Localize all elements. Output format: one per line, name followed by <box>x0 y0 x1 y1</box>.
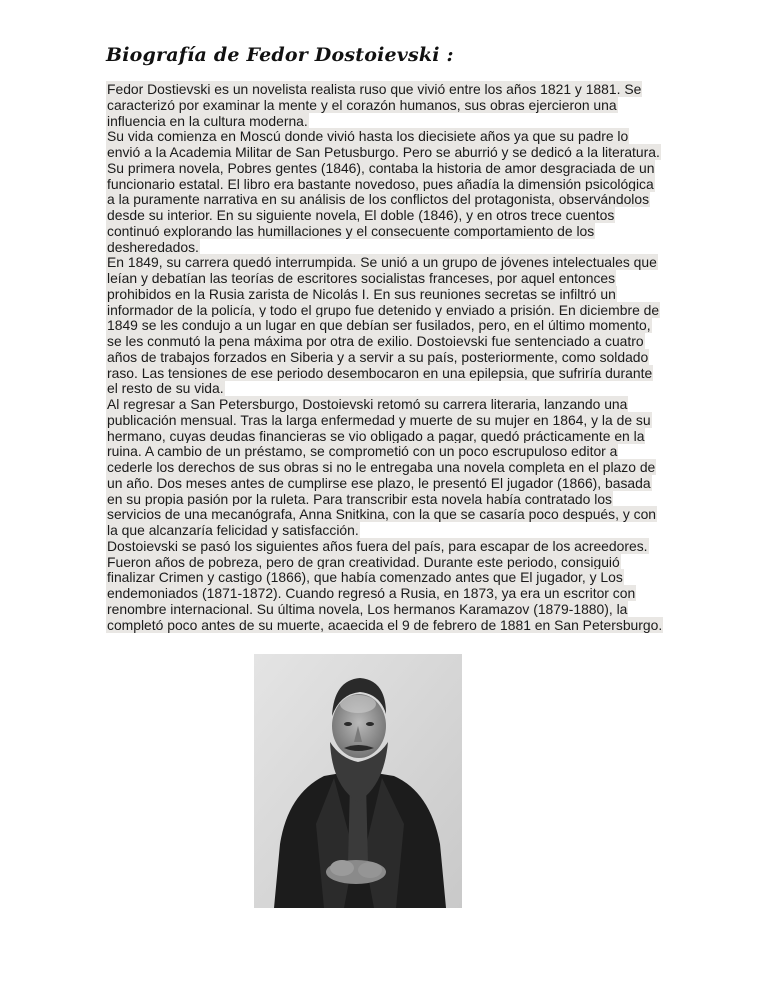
text-line-content: Su primera novela, Pobres gentes (1846), contaba la historia de amor desgraciada de un <box>107 159 655 176</box>
text-line-content: continuó explorando las humillaciones y el consecuente comportamiento de los <box>107 222 595 239</box>
text-line <box>106 271 662 287</box>
text-line-content: en su propia pasión por la ruleta. Para transcribir esta novela había contratado los <box>107 490 612 507</box>
text-line-content: publicación mensual. Tras la larga enfermedad y muerte de su mujer en 1864, y la de su <box>107 411 651 428</box>
text-line <box>106 303 662 319</box>
text-line-content: funcionario estatal. El libro era bastante novedoso, pues añadía la dimensión psicológica <box>107 175 654 192</box>
text-line <box>106 618 662 634</box>
text-line-content: años de trabajos forzados en Siberia y a servir a su país, posteriormente, como soldado <box>107 348 649 365</box>
text-line-content: informador de la policía, y todo el grupo fue detenido y enviado a prisión. En diciembre de <box>107 301 660 318</box>
text-line <box>106 192 662 208</box>
text-line-content: desde su interior. En su siguiente novela, El doble (1846), y en otros trece cuentos <box>107 207 615 223</box>
text-line <box>106 476 662 492</box>
portrait-photo <box>254 654 462 908</box>
text-line <box>106 224 662 240</box>
text-line-content: influencia en la cultura moderna. <box>107 112 308 129</box>
text-line <box>106 570 662 586</box>
text-line <box>106 444 662 460</box>
text-line-content: hermano, cuyas deudas financieras se vio obligado a pagar, quedó prácticamente en la <box>107 427 645 444</box>
biography-text <box>106 82 662 633</box>
portrait-image <box>254 654 462 908</box>
text-line <box>106 523 662 539</box>
text-line-content: servicios de una mecanógrafa, Anna Snitkina, con la que se casaría poco después, y con <box>107 506 657 523</box>
text-line <box>106 208 662 224</box>
text-line-content: Fueron años de pobreza, pero de gran creatividad. Durante este periodo, consiguió <box>107 553 620 570</box>
text-line <box>106 539 662 555</box>
text-line <box>106 602 662 618</box>
text-line-content: desheredados. <box>107 238 199 255</box>
text-line <box>106 555 662 571</box>
text-line <box>106 460 662 476</box>
text-line <box>106 586 662 602</box>
text-line <box>106 129 662 145</box>
text-line <box>106 240 662 256</box>
text-line-content: el resto de su vida. <box>107 380 224 397</box>
text-line <box>106 177 662 193</box>
text-line <box>106 145 662 161</box>
text-line <box>106 255 662 271</box>
text-line-content: Al regresar a San Petersburgo, Dostoievski retomó su carrera literaria, lanzando una <box>107 396 628 412</box>
text-line-content: 1849 se les condujo a un lugar en que debían ser fusilados, pero, en el último momento, <box>107 317 651 334</box>
text-line-content: prohibidos en la Rusia zarista de Nicolás I. En sus reuniones secretas se infiltró un <box>107 285 616 302</box>
text-line <box>106 114 662 130</box>
text-line-content: endemoniados (1871-1872). Cuando regresó a Rusia, en 1873, ya era un escritor con <box>107 585 636 601</box>
text-line <box>106 161 662 177</box>
text-line <box>106 381 662 397</box>
text-line-content: a la puramente narrativa en su análisis de los conflictos del protagonista, observándolos <box>107 191 650 208</box>
text-line-content: renombre internacional. Su última novela, Los hermanos Karamazov (1879-1880), la <box>107 600 628 617</box>
page-title: Biografía de Fedor Dostoievski : <box>106 44 454 66</box>
text-line-content: En 1849, su carrera quedó interrumpida. Se unió a un grupo de jóvenes intelectuales que <box>107 254 657 271</box>
text-line <box>106 287 662 303</box>
text-line-content: se les conmutó la pena máxima por otra de exilio. Dostoievski fue sentenciado a cuatro <box>107 333 644 349</box>
text-line-content: un año. Dos meses antes de cumplirse ese plazo, le presentó El jugador (1866), basada <box>107 474 651 491</box>
text-line-content: envió a la Academia Militar de San Petusburgo. Pero se aburrió y se dedicó a la literatura. <box>107 144 660 160</box>
text-line <box>106 413 662 429</box>
text-line <box>106 350 662 366</box>
text-line <box>106 429 662 445</box>
text-line-content: raso. Las tensiones de ese periodo desembocaron en una epilepsia, que sufriría durante <box>107 364 653 381</box>
text-line <box>106 318 662 334</box>
text-line <box>106 492 662 508</box>
text-line-content: Fedor Dostievski es un novelista realista ruso que vivió entre los años 1821 y 1881. Se <box>107 81 642 97</box>
text-line-content: ruina. A cambio de un préstamo, se comprometió con un poco escrupuloso editor a <box>107 443 618 460</box>
text-line <box>106 366 662 382</box>
text-line <box>106 98 662 114</box>
text-line-content: finalizar Crimen y castigo (1866), que había comenzado antes que El jugador, y Los <box>107 569 623 586</box>
text-line <box>106 397 662 413</box>
text-line-content: leían y debatían las teorías de escritores socialistas franceses, por aquel entonces <box>107 270 616 286</box>
text-line-content: cederle los derechos de sus obras si no le entregaba una novela completa en el plazo de <box>107 459 656 475</box>
text-line-content: completó poco antes de su muerte, acaecida el 9 de febrero de 1881 en San Petersburgo. <box>107 616 663 633</box>
text-line-content: Dostoievski se pasó los siguientes años fuera del país, para escapar de los acreedores. <box>107 537 648 554</box>
text-line <box>106 82 662 98</box>
text-line <box>106 507 662 523</box>
text-line-content: caracterizó por examinar la mente y el corazón humanos, sus obras ejercieron una <box>107 96 617 113</box>
text-line-content: Su vida comienza en Moscú donde vivió hasta los diecisiete años ya que su padre lo <box>107 128 629 145</box>
text-line <box>106 334 662 350</box>
text-line-content: la que alcanzaría felicidad y satisfacción. <box>107 522 359 538</box>
